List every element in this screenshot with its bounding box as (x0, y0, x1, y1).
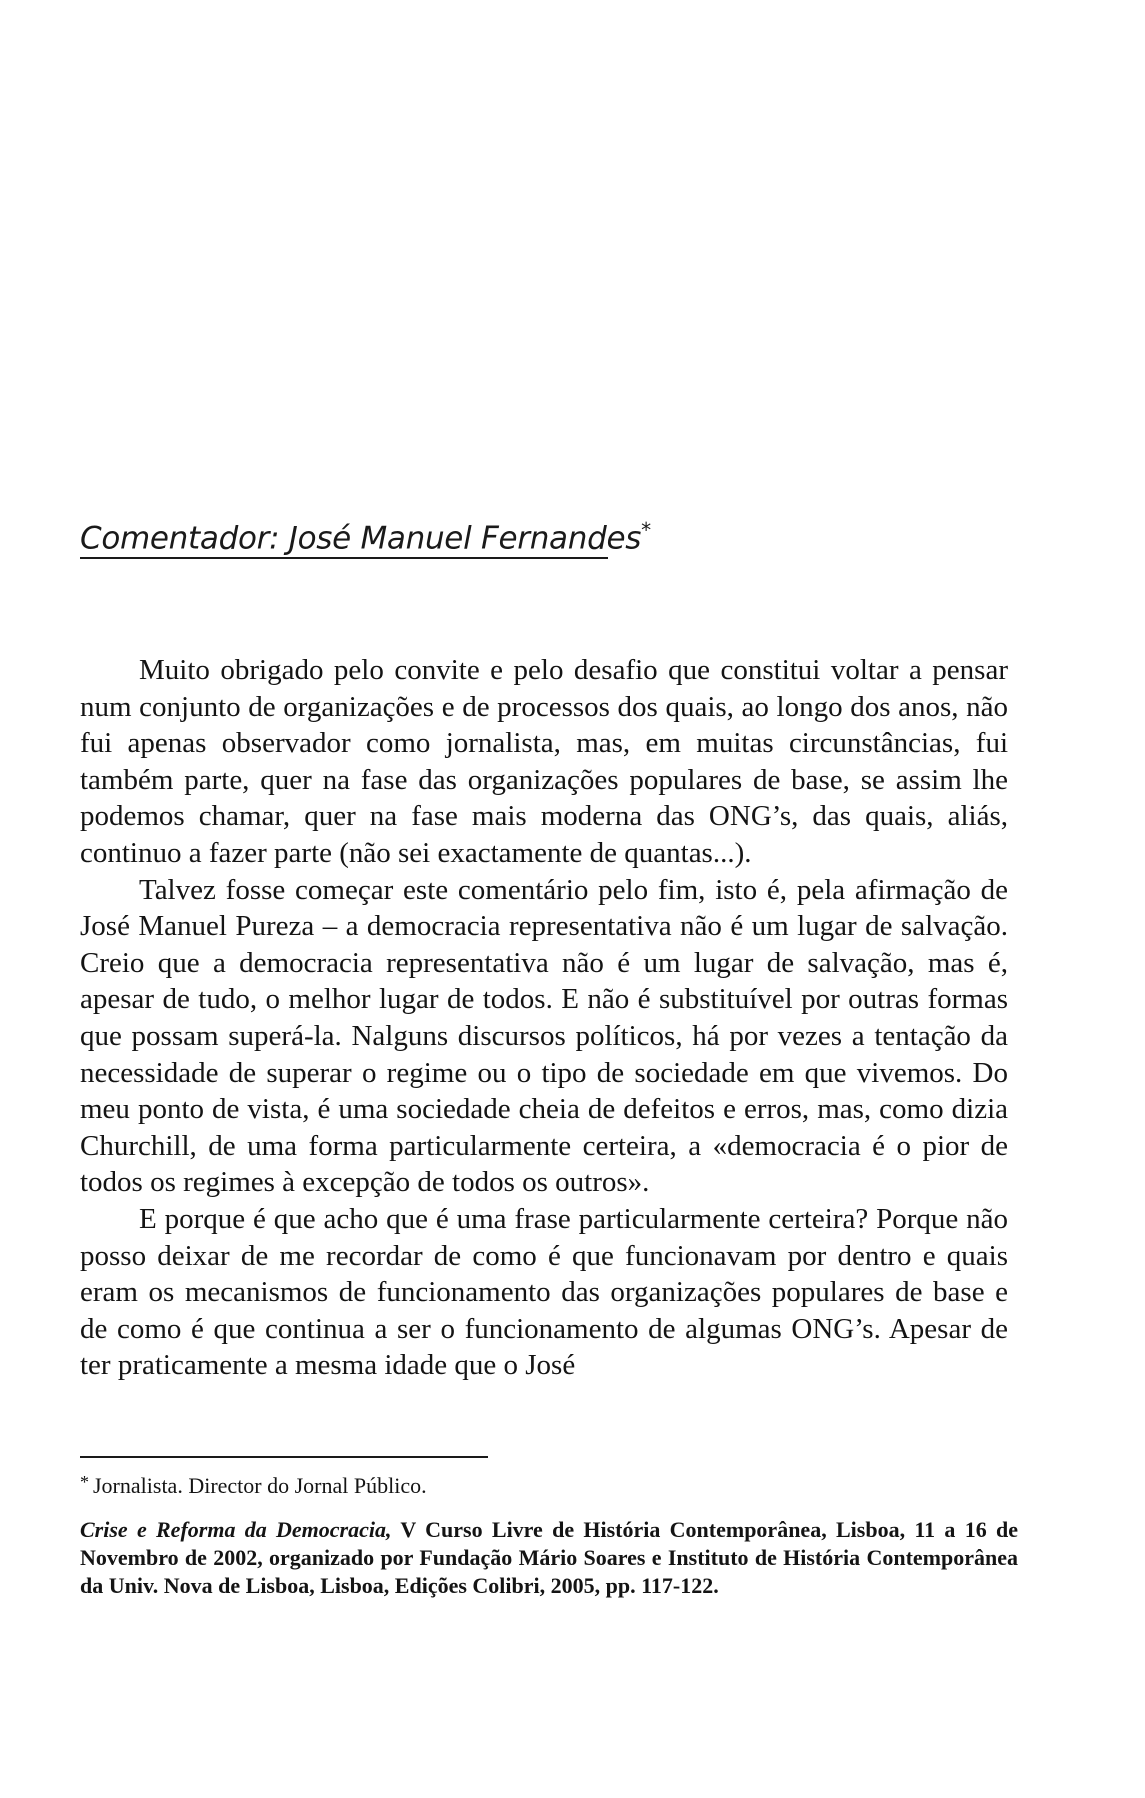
heading-footnote-mark: * (641, 518, 651, 542)
footnote-text: Jornalista. Director do Jornal Público. (93, 1473, 427, 1498)
source-citation (80, 1516, 1018, 1601)
paragraph: Muito obrigado pelo convite e pelo desafio que constitui voltar a pensar num conjunto de organizações e de processos dos quais, ao longo dos anos, não fui apenas observador como jornalista, mas, em muitas circunstâncias, fui também parte, quer na fase das organizações populares de base, se assim lhe podemos chamar, quer na fase mais moderna das ONG’s, das quais, aliás, continuo a fazer parte (não sei exactamente de quantas...). (80, 654, 1008, 869)
citation-work-title: Crise e Reforma da Democracia, (80, 1517, 392, 1542)
paragraph: Talvez fosse começar este comentário pelo fim, isto é, pela afirmação de José Manuel Pureza – a democracia representativa não é um lugar de salvação. Creio que a democracia representativa não é um lugar de salvação, mas é, apesar de tudo, o melhor lugar de todos. E não é substituível por outras formas que possam superá-la. Nalguns discursos políticos, há por vezes a tentação da necessidade de superar o regime ou o tipo de sociedade em que vivemos. Do meu ponto de vista, é uma sociedade cheia de defeitos e erros, mas, como dizia Churchill, de uma forma particularmente certeira, a «democracia é o pior de todos os regimes à excepção de todos os outros». (80, 873, 1008, 1199)
heading-label: Comentador: (80, 520, 280, 557)
citation-details: V Curso Livre de História Contemporânea, Lisboa, 11 a 16 de Novembro de 2002, organizado por Fundação Mário Soares e Instituto de História Contemporânea da Univ. Nova de Lisboa, Lisboa, Edições Colibri, 2005, pp. 117-122. (80, 1517, 1018, 1599)
footnote (80, 1467, 1008, 1501)
heading-underline (80, 557, 608, 559)
body-text (80, 652, 1008, 1384)
section-heading (80, 518, 651, 556)
heading-author-name: José Manuel Fernandes (288, 520, 642, 557)
footnote-mark: * (80, 1472, 89, 1492)
footnote-separator (80, 1456, 488, 1458)
paragraph: E porque é que acho que é uma frase particularmente certeira? Porque não posso deixar de me recordar de como é que funcionavam por dentro e quais eram os mecanismos de funcionamento das organizações populares de base e de como é que continua a ser o funcionamento de algumas ONG’s. Apesar de ter praticamente a mesma idade que o José (80, 1202, 1008, 1382)
